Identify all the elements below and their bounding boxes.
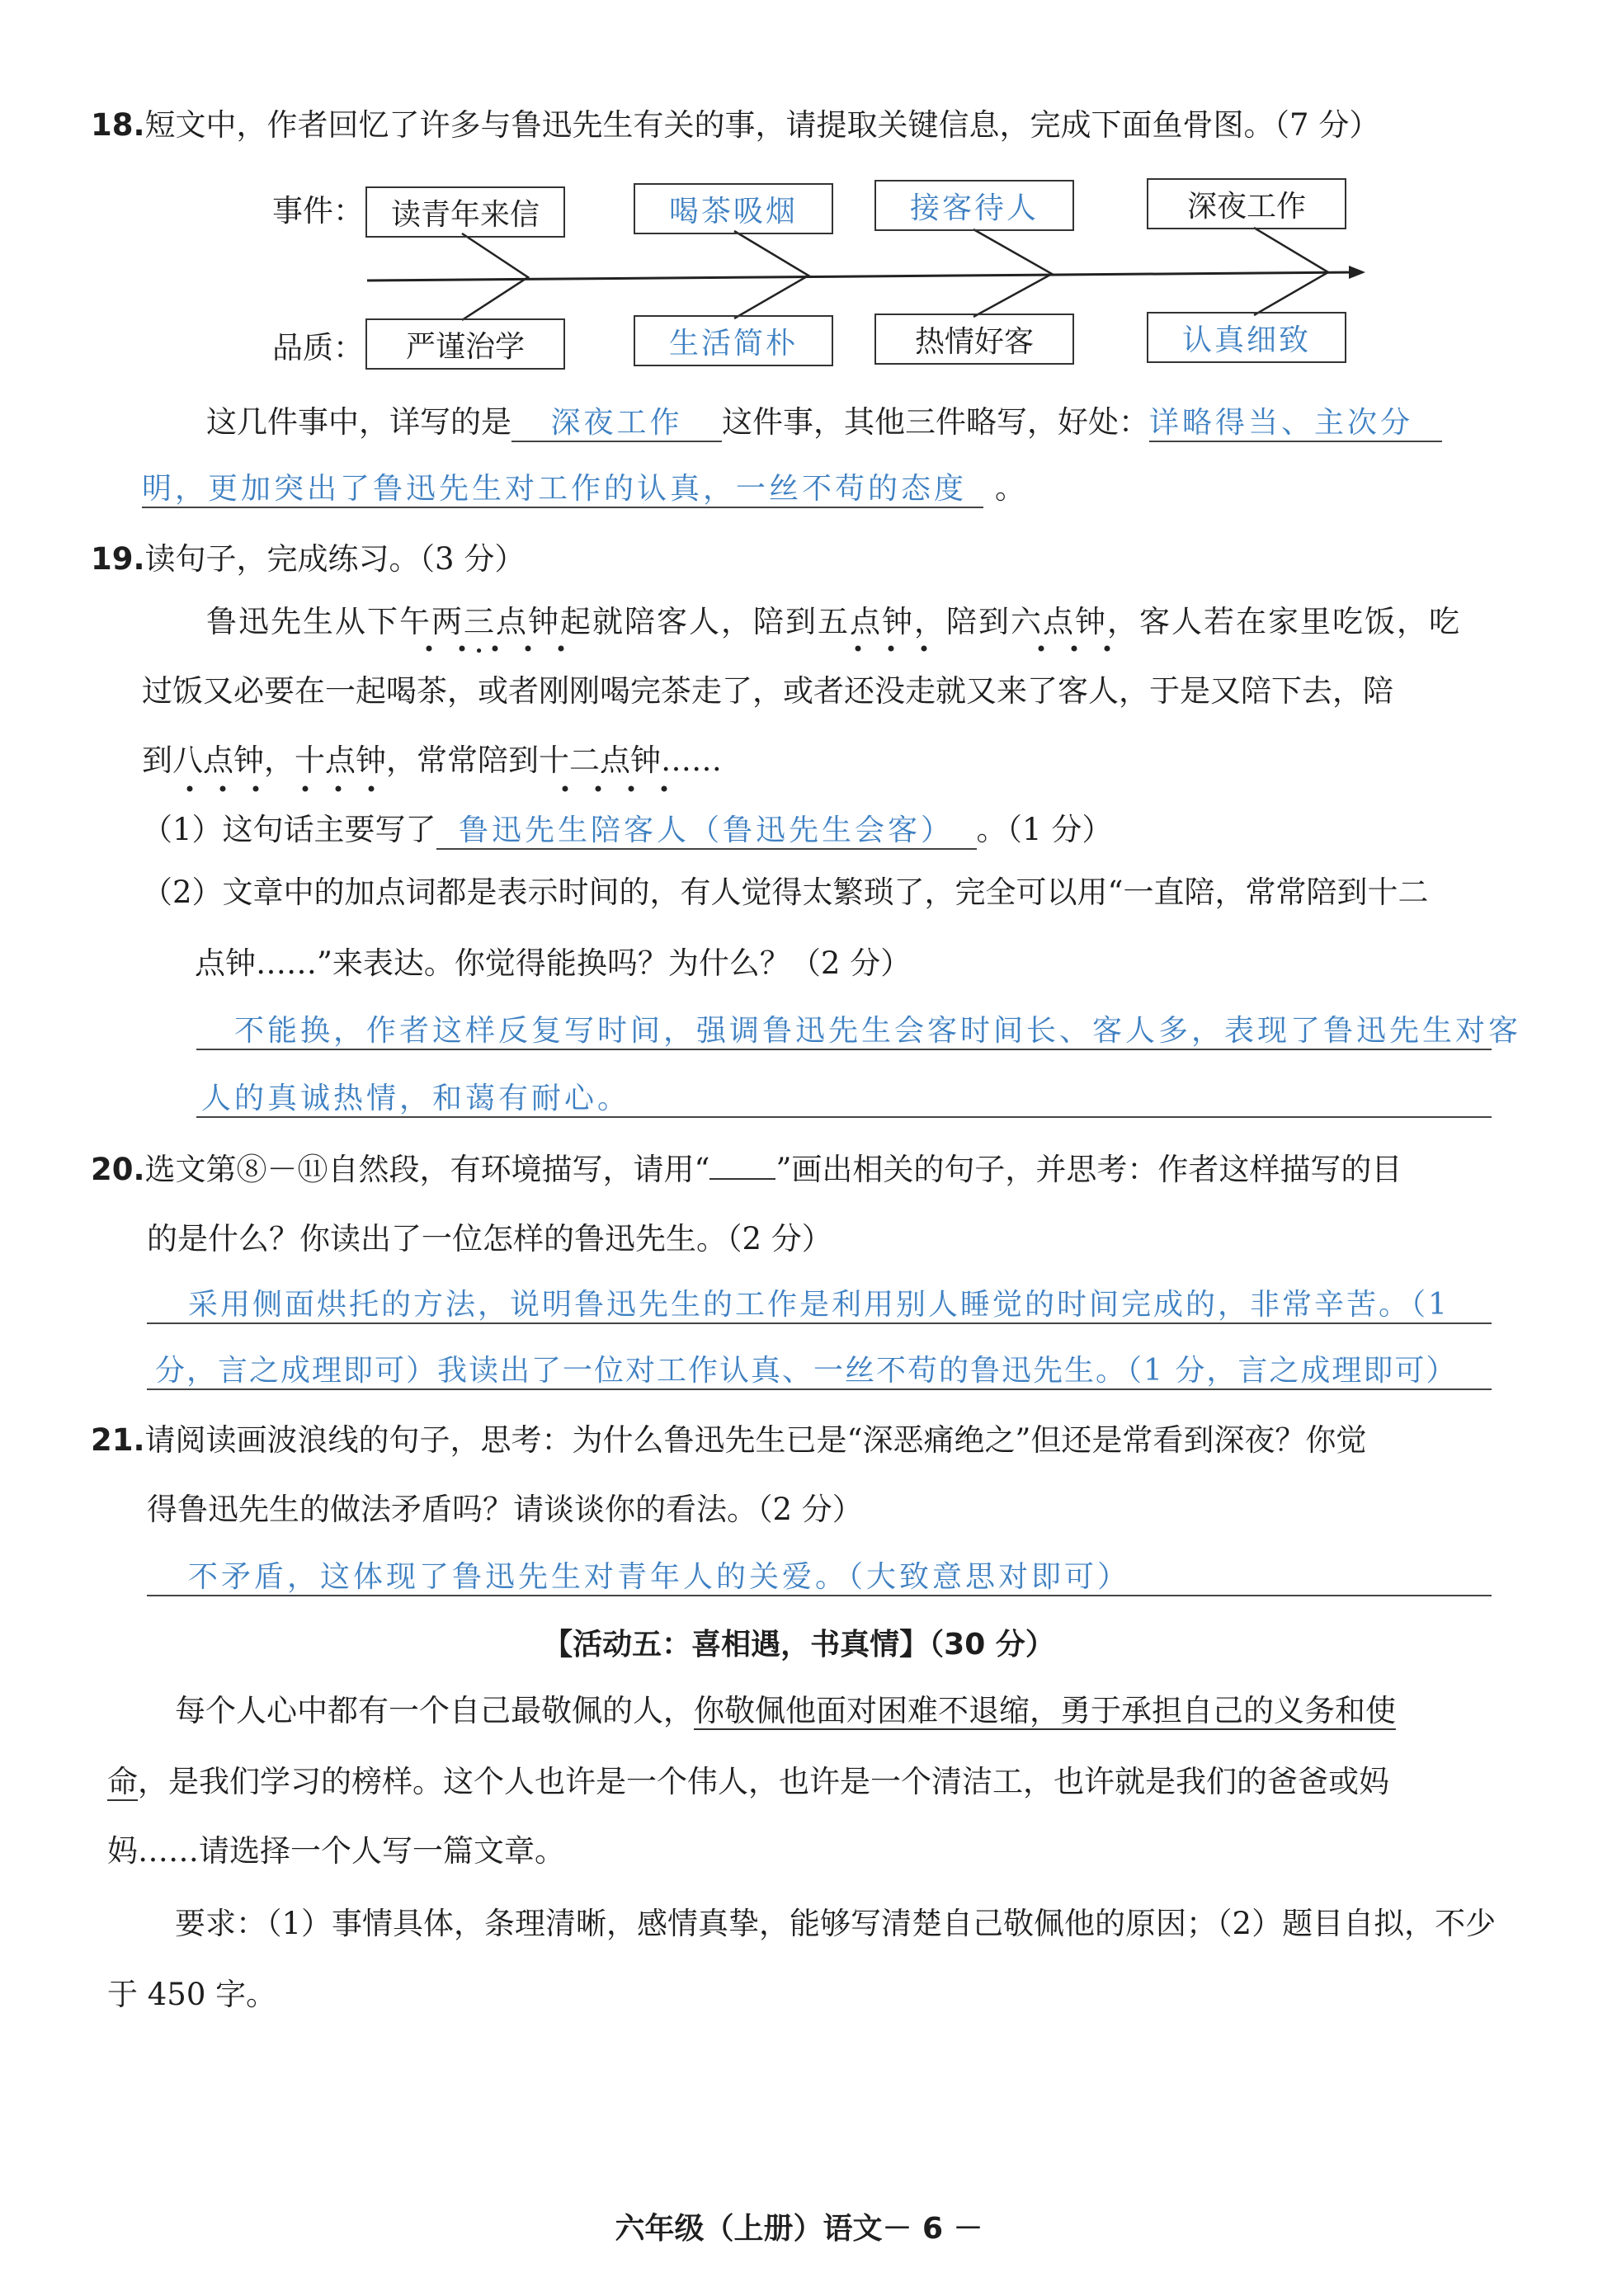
activity5-seg: 每个人心中都有一个自己最敬佩的人， [175, 1693, 694, 1728]
activity5-para-line3: 妈……请选择一个人写一篇文章。 [107, 1833, 565, 1869]
quote-seg: ，陪到 [914, 604, 1011, 639]
quality-label: 品质： [272, 330, 364, 365]
q19-text: 读句子，完成练习。（3 分） [144, 541, 526, 577]
quote-seg: 到 [142, 743, 172, 778]
event-box-2: 喝茶吸烟 [634, 183, 833, 234]
quote-seg: ， [264, 743, 295, 778]
activity5-seg: ，是我们学习的榜样。这个人也许是一个伟人，也许是一个清洁工，也许就是我们的爸爸或妈 [138, 1764, 1389, 1799]
q19-part1-prompt: （1）这句话主要写了 [142, 812, 436, 847]
quality-box-1: 严谨治学 [365, 318, 565, 370]
q20-number: 20. [91, 1152, 145, 1187]
event-box-3: 接客待人 [874, 180, 1074, 231]
activity5-para-line1 [175, 1693, 1396, 1729]
activity5-req-line1: 要求：（1）事情具体，条理清晰，感情真挚，能够写清楚自己敬佩他的原因；（2）题目自拟，不少 [175, 1906, 1497, 1941]
dotted-time-3: 六点钟 [1011, 604, 1107, 639]
dotted-time-2: 五点钟 [818, 604, 914, 639]
underlined-text: 命 [107, 1764, 138, 1799]
q18-sentence-b: 这件事，其他三件略写，好处： [722, 404, 1149, 440]
quality-box-4: 认真细致 [1147, 312, 1346, 363]
event-label: 事件： [272, 193, 364, 229]
q20-line1 [91, 1152, 1402, 1188]
q18-answer-benefit-1: 详略得当、主次分 [1149, 405, 1442, 442]
q21-line1 [91, 1422, 1366, 1459]
dotted-time-6: 十二点钟 [539, 743, 661, 778]
q20-seg: 选文第⑧－⑪自然段，有环境描写，请用“ [144, 1152, 710, 1187]
q18-end-mark: 。 [995, 470, 1025, 506]
quote-seg: ，客人若在家里吃饭，吃 [1107, 604, 1461, 639]
q19-part1-score: 。（1 分） [976, 812, 1113, 847]
q20-line2: 的是什么？你读出了一位怎样的鲁迅先生。（2 分） [147, 1221, 832, 1256]
q19-part2-answer-2: 人的真诚热情，和蔼有耐心。 [196, 1081, 1492, 1118]
q21-text: 请阅读画波浪线的句子，思考：为什么鲁迅先生已是“深恶痛绝之”但还是常看到深夜？你觉 [144, 1422, 1367, 1458]
quote-seg: 鲁迅先生从下 [206, 604, 399, 639]
quote-seg: ，常常陪到 [386, 743, 539, 778]
q20-answer-1: 采用侧面烘托的方法，说明鲁迅先生的工作是利用别人睡觉的时间完成的，非常辛苦。（1 [147, 1287, 1492, 1324]
q21-number: 21. [91, 1422, 145, 1458]
q18-answer-benefit-2: 明，更加突出了鲁迅先生对工作的认真，一丝不苟的态度 [142, 471, 983, 508]
quality-box-3: 热情好客 [874, 314, 1074, 365]
event-box-4: 深夜工作 [1147, 178, 1346, 229]
quality-box-2: 生活简朴 [634, 315, 833, 366]
q19-part2-line2: 点钟……”来表达。你觉得能换吗？为什么？（2 分） [195, 945, 912, 981]
activity5-req-line2: 于 450 字。 [107, 1977, 277, 2012]
quote-seg: 起就陪客人，陪到 [560, 604, 818, 639]
dotted-time-4: 八点钟 [172, 743, 264, 778]
q19-part1-answer: 鲁迅先生陪客人（鲁迅先生会客） [436, 813, 977, 850]
q18-number: 18. [91, 107, 145, 143]
q20-answer-2: 分，言之成理即可）我读出了一位对工作认真、一丝不苟的鲁迅先生。（1 分，言之成理即可） [147, 1353, 1492, 1390]
quote-seg: …… [661, 743, 722, 778]
q21-answer: 不矛盾，这体现了鲁迅先生对青年人的关爱。（大致意思对即可） [147, 1559, 1492, 1596]
q19-number: 19. [91, 541, 145, 577]
activity5-para-line2 [107, 1764, 1389, 1800]
activity5-title: 【活动五：喜相遇，书真情】（30 分） [543, 1628, 1055, 1662]
underlined-text: 你敬佩他面对困难不退缩，勇于承担自己的义务和使 [694, 1693, 1396, 1728]
dotted-time-1: 午两三点钟 • [399, 604, 560, 639]
dotted-time-5: 十点钟 [295, 743, 386, 778]
underline-mark [709, 1178, 775, 1180]
q19-part2-answer-1: 不能换，作者这样反复写时间，强调鲁迅先生会客时间长、客人多，表现了鲁迅先生对客 [196, 1013, 1492, 1050]
page-footer: 六年级（上册）语文－ 6 － [615, 2212, 983, 2246]
q19-quote-line2: 过饭又必要在一起喝茶，或者刚刚喝完茶走了，或者还没走就又来了客人，于是又陪下去，陪 [142, 673, 1393, 709]
q21-line2: 得鲁迅先生的做法矛盾吗？请谈谈你的看法。（2 分） [147, 1492, 863, 1527]
q19-part2-line1: （2）文章中的加点词都是表示时间的，有人觉得太繁琐了，完全可以用“一直陪，常常陪到十二 [142, 875, 1429, 910]
q18-sentence-a: 这几件事中，详写的是 [206, 404, 511, 440]
q20-seg: ”画出相关的句子，并思考：作者这样描写的目 [775, 1152, 1402, 1187]
event-box-1: 读青年来信 [365, 186, 565, 238]
q19-part1 [142, 812, 1112, 850]
q18-answer-detail: 深夜工作 [511, 405, 722, 442]
q18-text: 短文中，作者回忆了许多与鲁迅先生有关的事，请提取关键信息，完成下面鱼骨图。（7 分） [144, 107, 1380, 143]
emphasis-dots [0, 0, 1598, 825]
